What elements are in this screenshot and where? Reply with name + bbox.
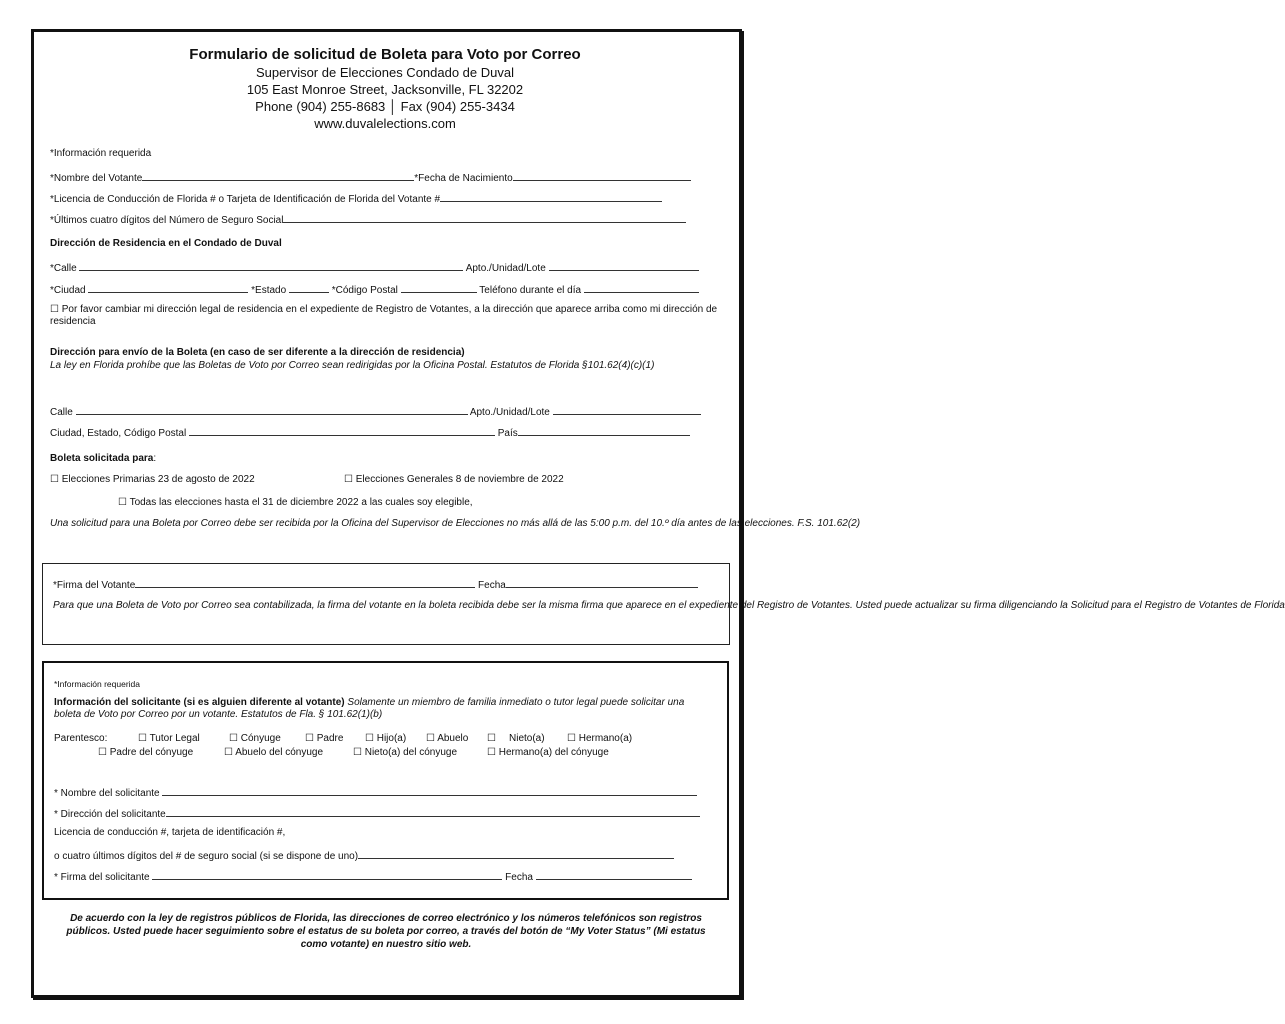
voter-name-label: *Nombre del Votante — [50, 173, 143, 184]
requester-heading-bold: Información del solicitante (si es alguien diferente al votante) — [54, 697, 345, 708]
form-title: Formulario de solicitud de Boleta para Voto por Correo — [189, 46, 581, 63]
rel-child[interactable]: ☐ Hijo(a) — [365, 733, 407, 744]
residence-city-label: *Ciudad — [50, 285, 86, 296]
signature-note: Para que una Boleta de Voto por Correo sea contabilizada, la firma del votante en la boleta recibida debe ser la misma firma que aparece en el expediente del Registro de Votantes. Usted puede actualizar su firma diligenciando la Solicitud para el Registro de Votantes de Florida — [53, 600, 1285, 611]
residence-city-row — [50, 282, 699, 296]
header-line-1: Supervisor de Elecciones Condado de Duval — [256, 65, 514, 80]
requester-signature-field[interactable] — [152, 869, 502, 880]
mailing-apt-label: Apto./Unidad/Lote — [469, 407, 550, 418]
relationship-label: Parentesco: — [54, 733, 108, 744]
mailing-city-label: Ciudad, Estado, Código Postal — [50, 428, 187, 439]
voter-signature-label: *Firma del Votante — [53, 580, 136, 591]
residence-zip-label: *Código Postal — [331, 285, 398, 296]
header-address: 105 East Monroe Street, Jacksonville, FL 32202 — [246, 82, 524, 97]
ballot-option-primary[interactable]: ☐ Elecciones Primarias 23 de agosto de 2022 — [50, 474, 255, 485]
voter-signature-field[interactable] — [135, 577, 475, 588]
rel-spouse-sibling[interactable]: ☐ Hermano(a) del cónyuge — [487, 747, 609, 758]
voter-dob-label: *Fecha de Nacimiento — [414, 173, 513, 184]
rel-grandparent[interactable]: ☐ Abuelo — [426, 733, 469, 744]
mailing-street-label: Calle — [50, 407, 73, 418]
ballot-deadline-note: Una solicitud para una Boleta por Correo debe ser recibida por la Oficina del Supervisor de Elecciones no más allá de las 5:00 p.m. del 10.º día antes de las elecciones. F.S. 101.62(2) — [50, 518, 861, 529]
residence-city-field[interactable] — [88, 282, 248, 293]
footer-public-records-note: De acuerdo con la ley de registros públicos de Florida, las direcciones de correo electrónico y los números telefónicos son registros públicos. Usted puede hacer seguimiento sobre el estatus de su boleta por correo, a través del botón de “My Voter Status” (Mi estatus como votante) en nuestro sitio web. — [66, 913, 706, 950]
rel-spouse-grandparent[interactable]: ☐ Abuelo del cónyuge — [224, 747, 324, 758]
voter-ssn-row — [50, 212, 686, 226]
voter-name-row — [50, 170, 691, 184]
requester-date-field[interactable] — [536, 869, 692, 880]
voter-name-field[interactable] — [142, 170, 414, 181]
ballot-option-general[interactable]: ☐ Elecciones Generales 8 de noviembre de 2022 — [344, 474, 564, 485]
requester-name-row — [54, 785, 697, 799]
voter-ssn-field[interactable] — [283, 212, 686, 223]
voter-license-row — [50, 191, 662, 205]
residence-state-label: *Estado — [251, 285, 287, 296]
voter-signature-date-label: Fecha — [478, 580, 506, 591]
residence-phone-field[interactable] — [584, 282, 699, 293]
mailing-city-field[interactable] — [189, 425, 495, 436]
rel-spouse-grandchild[interactable]: ☐ Nieto(a) del cónyuge — [353, 747, 458, 758]
residence-street-row — [50, 260, 699, 274]
residence-state-field[interactable] — [289, 282, 329, 293]
header-website[interactable]: www.duvalelections.com — [314, 116, 456, 131]
rel-spouse[interactable]: ☐ Cónyuge — [229, 733, 281, 744]
requester-signature-row — [54, 869, 692, 883]
requester-name-label: * Nombre del solicitante — [54, 788, 160, 799]
residence-street-label: *Calle — [50, 263, 77, 274]
mailing-law-note: La ley en Florida prohíbe que las Boletas de Voto por Correo sean redirigidas por la Oficina Postal. Estatutos de Florida §101.62(4)(c)(1) — [50, 360, 655, 371]
voter-ssn-label: *Últimos cuatro dígitos del Número de Seguro Social — [50, 215, 284, 226]
requester-ssn-field[interactable] — [358, 848, 674, 859]
requester-ssn-label: o cuatro últimos dígitos del # de seguro social (si se dispone de uno) — [54, 851, 359, 862]
requester-address-field[interactable] — [166, 806, 700, 817]
rel-sibling[interactable]: ☐ Hermano(a) — [567, 733, 633, 744]
requester-signature-label: * Firma del solicitante — [54, 872, 150, 883]
residence-apt-field[interactable] — [549, 260, 699, 271]
ballot-heading-colon: : — [153, 453, 157, 464]
rel-spouse-parent[interactable]: ☐ Padre del cónyuge — [98, 747, 194, 758]
requester-address-row — [54, 806, 700, 820]
voter-signature-row — [53, 577, 698, 591]
voter-signature-date-field[interactable] — [506, 577, 698, 588]
requester-name-field[interactable] — [162, 785, 697, 796]
requester-address-label: * Dirección del solicitante — [54, 809, 166, 820]
mailing-street-row — [50, 404, 701, 418]
mailing-city-row — [50, 425, 690, 439]
requester-required-note: *Información requerida — [54, 679, 140, 689]
residence-street-field[interactable] — [79, 260, 463, 271]
required-info-note: *Información requerida — [50, 148, 152, 159]
mailing-country-field[interactable] — [518, 425, 690, 436]
residence-apt-label: Apto./Unidad/Lote — [465, 263, 546, 274]
mailing-street-field[interactable] — [76, 404, 468, 415]
change-address-checkbox[interactable]: ☐ Por favor cambiar mi dirección legal de residencia en el expediente de Registro de Votantes, a la dirección que aparece arriba como mi dirección de residencia — [50, 304, 718, 327]
mailing-apt-field[interactable] — [553, 404, 701, 415]
residence-zip-field[interactable] — [401, 282, 477, 293]
residence-phone-label: Teléfono durante el día — [479, 285, 582, 296]
requester-ssn-row — [54, 848, 674, 862]
requester-license-label: Licencia de conducción #, tarjeta de identificación #, — [54, 827, 286, 838]
voter-dob-field[interactable] — [513, 170, 691, 181]
mailing-heading: Dirección para envío de la Boleta (en caso de ser diferente a la dirección de residencia) — [50, 347, 465, 358]
voter-license-field[interactable] — [440, 191, 662, 202]
requester-heading-italic: Solamente un miembro de familia inmediato o tutor legal puede solicitar una boleta de Voto por Correo por un votante. Estatutos de Fla. § 101.62(1)(b) — [54, 697, 685, 720]
voter-license-label: *Licencia de Conducción de Florida # o Tarjeta de Identificación de Florida del Votante # — [50, 194, 441, 205]
rel-parent[interactable]: ☐ Padre — [305, 733, 344, 744]
rel-legal-guardian[interactable]: ☐ Tutor Legal — [138, 733, 200, 744]
rel-grandchild-checkbox[interactable]: ☐ — [487, 733, 496, 744]
requester-date-label: Fecha — [505, 872, 533, 883]
ballot-heading: Boleta solicitada para — [50, 453, 154, 464]
ballot-heading-row — [50, 453, 156, 464]
header-phone-fax: Phone (904) 255-8683 │ Fax (904) 255-3434 — [255, 99, 515, 114]
mailing-country-label: País — [497, 428, 518, 439]
residence-heading: Dirección de Residencia en el Condado de Duval — [50, 238, 282, 249]
ballot-option-all[interactable]: ☐ Todas las elecciones hasta el 31 de diciembre 2022 a las cuales soy elegible, — [118, 497, 473, 508]
requester-heading — [54, 697, 714, 721]
rel-grandchild-label: Nieto(a) — [509, 733, 545, 744]
